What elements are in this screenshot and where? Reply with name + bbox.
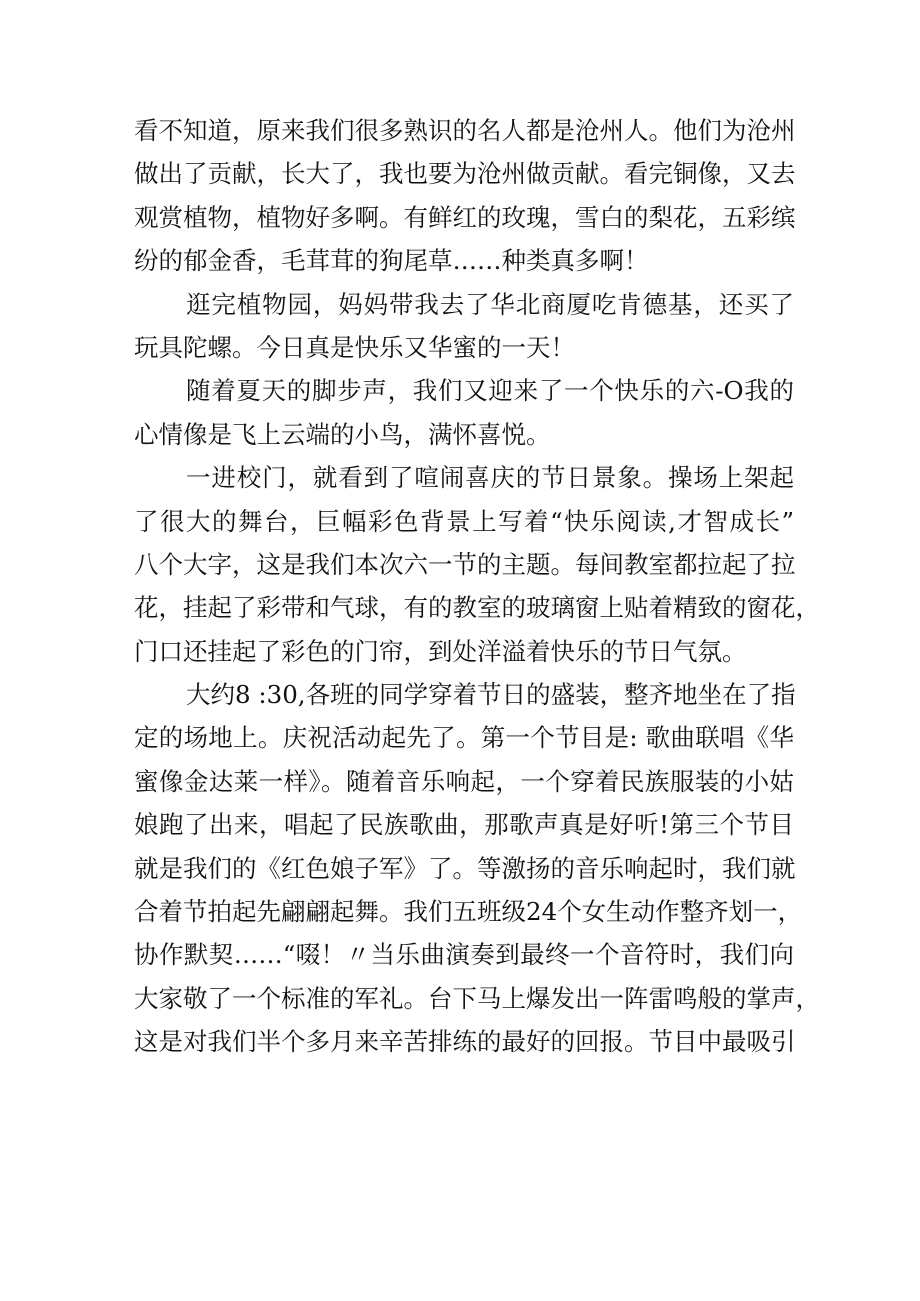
text-line: 随着夏天的脚步声，我们又迎来了一个快乐的六-O我的 bbox=[186, 376, 794, 406]
paragraph-4 bbox=[134, 456, 820, 673]
text-line: 大约8 :30,各班的同学穿着节日的盛装，整齐地坐在了指 bbox=[186, 680, 796, 710]
text-line: 纷的郁金香，毛茸茸的狗尾草……种类真多啊！ bbox=[134, 246, 649, 276]
body-text bbox=[134, 109, 820, 1064]
paragraph-2 bbox=[134, 283, 794, 370]
text-line: 看不知道，原来我们很多熟识的名人都是沧州人。他们为沧州 bbox=[134, 116, 796, 145]
text-line: 花，挂起了彩带和气球，有的教室的玻璃窗上贴着精致的窗花， bbox=[134, 593, 820, 623]
text-line: 了很大的舞台，巨幅彩色背景上写着“快乐阅读,才智成长” bbox=[134, 506, 794, 536]
text-line: 娘跑了出来，唱起了民族歌曲，那歌声真是好听!第三个节目 bbox=[134, 810, 794, 840]
text-line: 蜜像金达莱一样》。随着音乐响起，一个穿着民族服装的小姑 bbox=[134, 766, 794, 796]
text-line: 协作默契……“啜！〃当乐曲演奏到最终一个音符时，我们向 bbox=[134, 940, 794, 970]
paragraph-3 bbox=[134, 369, 794, 456]
paragraph-5 bbox=[134, 673, 820, 1064]
text-line: 定的场地上。庆祝活动起先了。第一个节目是: 歌曲联唱《华 bbox=[134, 723, 794, 753]
paragraph-1 bbox=[134, 109, 794, 283]
text-line: 八个大字，这是我们本次六一节的主题。每间教室都拉起了拉 bbox=[134, 549, 796, 579]
text-line: 一进校门，就看到了喧闹喜庆的节日景象。操场上架起 bbox=[186, 463, 794, 493]
text-line: 做出了贡献，长大了，我也要为沧州做贡献。看完铜像，又去 bbox=[134, 159, 796, 189]
text-line: 大家敬了一个标准的军礼。台下马上爆发出一阵雷鸣般的掌声， bbox=[134, 983, 820, 1013]
text-line: 观赏植物，植物好多啊。有鲜红的玫瑰，雪白的梨花，五彩缤 bbox=[134, 202, 796, 232]
text-line: 逛完植物园，妈妈带我去了华北商厦吃肯德基，还买了 bbox=[186, 289, 794, 319]
text-line: 合着节拍起先翩翩起舞。我们五班级24个女生动作整齐划一， bbox=[134, 897, 803, 927]
text-line: 玩具陀螺。今日真是快乐又华蜜的一天！ bbox=[134, 332, 575, 362]
text-line: 心情像是飞上云端的小鸟，满怀喜悦。 bbox=[134, 419, 551, 449]
text-line: 这是对我们半个多月来辛苦排练的最好的回报。节目中最吸引 bbox=[134, 1027, 796, 1057]
text-line: 就是我们的《红色娘子军》了。等激扬的音乐响起时，我们就 bbox=[134, 853, 796, 883]
text-line: 门口还挂起了彩色的门帘，到处洋溢着快乐的节日气氛。 bbox=[134, 636, 747, 666]
